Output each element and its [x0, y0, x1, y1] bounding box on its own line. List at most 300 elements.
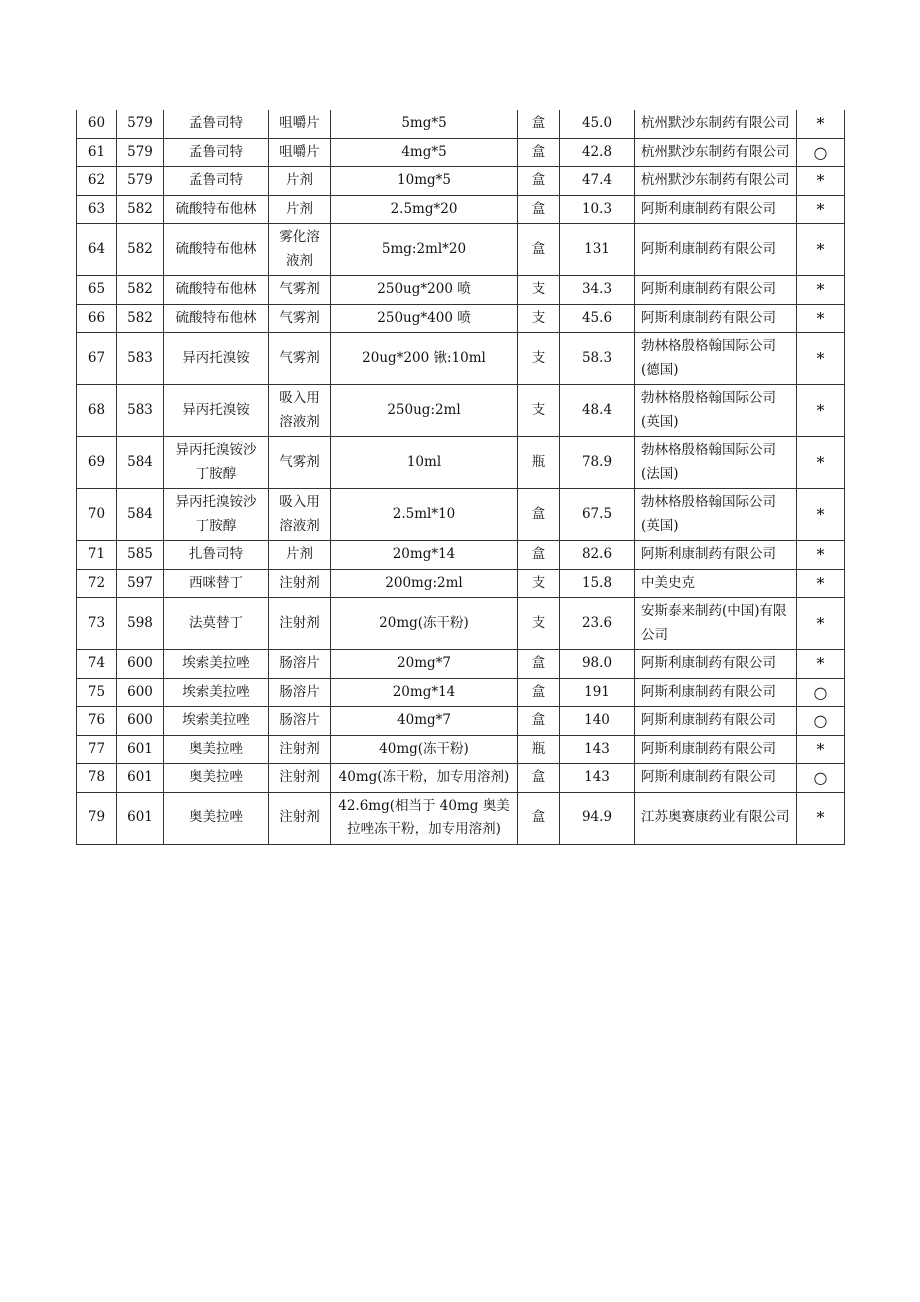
cell-text-name: 奥美拉唑	[189, 769, 243, 785]
cell-package-unit	[518, 437, 560, 489]
cell-package-unit	[518, 541, 560, 570]
table-row	[77, 110, 845, 138]
cell-price	[560, 110, 635, 138]
cell-text-spec: 10ml	[406, 453, 442, 470]
cell-text-code: 583	[127, 401, 153, 418]
cell-mark-symbol	[797, 489, 845, 541]
table-row	[77, 541, 845, 570]
cell-specification	[331, 792, 518, 844]
cell-serial-number	[77, 489, 117, 541]
cell-serial-number	[77, 541, 117, 570]
cell-text-form: 注射剂	[279, 614, 320, 631]
cell-serial-number	[77, 569, 117, 598]
cell-drug-name	[164, 276, 269, 305]
cell-mark-symbol	[797, 598, 845, 650]
cell-drug-code	[117, 569, 164, 598]
cell-text-mark: *	[816, 504, 825, 524]
cell-text-no: 79	[87, 809, 106, 826]
cell-text-no: 60	[87, 115, 106, 131]
cell-text-code: 582	[127, 240, 153, 257]
cell-drug-code	[117, 110, 164, 138]
cell-text-maker: 阿斯利康制药有限公司	[641, 740, 776, 757]
cell-text-name: 奥美拉唑	[189, 809, 243, 826]
cell-manufacturer	[635, 276, 797, 305]
cell-text-no: 75	[87, 683, 106, 700]
cell-text-no: 69	[87, 453, 106, 470]
cell-text-maker: 阿斯利康制药有限公司	[641, 240, 776, 257]
cell-text-form: 注射剂	[279, 809, 320, 826]
cell-dosage-form	[269, 195, 331, 224]
cell-text-unit: 支	[531, 401, 546, 418]
table-row	[77, 224, 845, 276]
cell-text-maker: 中美史克	[641, 574, 695, 591]
table-row	[77, 385, 845, 437]
cell-text-spec: 40mg*7	[397, 712, 451, 728]
cell-drug-name	[164, 195, 269, 224]
cell-serial-number	[77, 598, 117, 650]
cell-text-price: 143	[584, 769, 610, 785]
cell-dosage-form	[269, 385, 331, 437]
cell-package-unit	[518, 304, 560, 333]
cell-serial-number	[77, 224, 117, 276]
cell-text-name: 异丙托溴铵沙丁胺醇	[175, 442, 257, 482]
cell-text-spec: 20mg(冻干粉)	[379, 614, 469, 631]
cell-text-maker: 杭州默沙东制药有限公司	[641, 172, 790, 188]
cell-text-code: 579	[127, 143, 153, 160]
cell-drug-code	[117, 167, 164, 196]
cell-text-name: 奥美拉唑	[189, 740, 243, 757]
cell-text-form: 肠溶片	[279, 655, 320, 671]
cell-manufacturer	[635, 437, 797, 489]
cell-specification	[331, 707, 518, 736]
cell-text-unit: 支	[531, 309, 546, 326]
cell-drug-code	[117, 489, 164, 541]
cell-text-unit: 盒	[531, 769, 546, 785]
cell-specification	[331, 276, 518, 305]
cell-drug-name	[164, 764, 269, 793]
cell-manufacturer	[635, 650, 797, 679]
cell-text-no: 65	[87, 281, 106, 297]
cell-text-price: 15.8	[581, 574, 613, 591]
cell-text-code: 598	[127, 614, 153, 631]
cell-text-unit: 支	[531, 574, 546, 591]
drug-price-table-page	[76, 110, 844, 845]
cell-text-name: 西咪替丁	[189, 574, 243, 591]
cell-drug-name	[164, 735, 269, 764]
cell-text-spec: 2.5ml*10	[392, 505, 456, 522]
cell-dosage-form	[269, 224, 331, 276]
cell-text-code: 582	[127, 309, 153, 326]
cell-serial-number	[77, 167, 117, 196]
cell-specification	[331, 110, 518, 138]
cell-manufacturer	[635, 678, 797, 707]
cell-text-name: 硫酸特布他林	[175, 281, 257, 297]
cell-text-spec: 20mg*14	[392, 546, 456, 562]
cell-mark-symbol	[797, 195, 845, 224]
cell-drug-code	[117, 650, 164, 679]
cell-drug-code	[117, 304, 164, 333]
cell-drug-name	[164, 598, 269, 650]
cell-dosage-form	[269, 569, 331, 598]
cell-dosage-form	[269, 707, 331, 736]
cell-drug-name	[164, 541, 269, 570]
cell-manufacturer	[635, 138, 797, 167]
cell-drug-code	[117, 764, 164, 793]
cell-drug-name	[164, 707, 269, 736]
cell-specification	[331, 598, 518, 650]
table-row	[77, 707, 845, 736]
cell-text-mark: *	[816, 808, 825, 828]
cell-text-spec: 200mg:2ml	[385, 574, 463, 591]
cell-mark-symbol	[797, 138, 845, 167]
cell-text-price: 42.8	[581, 143, 613, 160]
cell-text-code: 600	[127, 683, 153, 700]
cell-price	[560, 224, 635, 276]
cell-text-maker: 杭州默沙东制药有限公司	[641, 115, 790, 131]
drug-price-table	[76, 110, 845, 845]
cell-text-mark: ○	[813, 711, 828, 730]
cell-text-no: 71	[87, 546, 106, 562]
cell-text-form: 片剂	[286, 172, 313, 188]
cell-dosage-form	[269, 792, 331, 844]
cell-serial-number	[77, 735, 117, 764]
cell-specification	[331, 569, 518, 598]
cell-specification	[331, 678, 518, 707]
table-row	[77, 735, 845, 764]
cell-text-price: 67.5	[581, 505, 613, 522]
cell-specification	[331, 764, 518, 793]
cell-price	[560, 764, 635, 793]
cell-package-unit	[518, 707, 560, 736]
cell-dosage-form	[269, 735, 331, 764]
cell-serial-number	[77, 792, 117, 844]
cell-serial-number	[77, 678, 117, 707]
cell-manufacturer	[635, 541, 797, 570]
cell-text-no: 62	[87, 172, 106, 188]
cell-text-unit: 盒	[531, 712, 546, 728]
cell-text-name: 异丙托溴铵	[182, 349, 250, 366]
cell-text-form: 吸入用溶液剂	[279, 390, 320, 430]
cell-text-mark: ○	[813, 768, 828, 787]
cell-text-spec: 20mg*7	[397, 655, 451, 671]
cell-text-maker: 安斯泰来制药(中国)有限公司	[641, 603, 787, 643]
cell-mark-symbol	[797, 276, 845, 305]
cell-text-spec: 2.5mg*20	[390, 200, 458, 217]
cell-text-name: 硫酸特布他林	[175, 200, 257, 217]
cell-drug-code	[117, 678, 164, 707]
cell-text-form: 片剂	[286, 200, 313, 217]
cell-drug-code	[117, 195, 164, 224]
cell-text-form: 注射剂	[279, 574, 320, 591]
cell-text-price: 45.0	[581, 115, 613, 131]
cell-dosage-form	[269, 650, 331, 679]
cell-text-name: 埃索美拉唑	[182, 655, 250, 671]
cell-text-spec: 20ug*200 锹:10ml	[362, 349, 486, 366]
cell-text-maker: 阿斯利康制药有限公司	[641, 200, 776, 217]
cell-drug-code	[117, 792, 164, 844]
cell-price	[560, 541, 635, 570]
cell-package-unit	[518, 333, 560, 385]
cell-specification	[331, 138, 518, 167]
cell-price	[560, 276, 635, 305]
cell-text-mark: *	[816, 545, 825, 564]
cell-specification	[331, 735, 518, 764]
cell-price	[560, 650, 635, 679]
cell-text-spec: 5mg*5	[401, 115, 447, 131]
cell-mark-symbol	[797, 224, 845, 276]
cell-drug-name	[164, 489, 269, 541]
cell-text-no: 67	[87, 349, 106, 366]
cell-text-no: 76	[87, 712, 106, 728]
cell-specification	[331, 195, 518, 224]
cell-serial-number	[77, 385, 117, 437]
cell-text-code: 585	[127, 546, 153, 562]
cell-text-form: 注射剂	[279, 769, 320, 785]
cell-text-no: 74	[87, 655, 106, 671]
cell-drug-name	[164, 138, 269, 167]
cell-text-name: 埃索美拉唑	[182, 712, 250, 728]
cell-text-maker: 勃林格殷格翰国际公司(英国)	[641, 390, 776, 430]
cell-text-price: 78.9	[581, 453, 613, 470]
cell-dosage-form	[269, 598, 331, 650]
cell-package-unit	[518, 598, 560, 650]
cell-text-price: 34.3	[581, 281, 613, 297]
cell-drug-name	[164, 224, 269, 276]
cell-specification	[331, 333, 518, 385]
cell-drug-code	[117, 224, 164, 276]
cell-price	[560, 707, 635, 736]
cell-manufacturer	[635, 792, 797, 844]
cell-package-unit	[518, 385, 560, 437]
cell-specification	[331, 304, 518, 333]
cell-drug-name	[164, 167, 269, 196]
cell-text-mark: *	[816, 654, 825, 673]
cell-drug-name	[164, 110, 269, 138]
cell-serial-number	[77, 650, 117, 679]
cell-drug-name	[164, 385, 269, 437]
cell-text-mark: ○	[813, 682, 828, 702]
cell-dosage-form	[269, 333, 331, 385]
cell-drug-code	[117, 437, 164, 489]
cell-text-unit: 瓶	[531, 740, 546, 757]
cell-text-maker: 阿斯利康制药有限公司	[641, 683, 776, 700]
cell-text-mark: *	[816, 308, 825, 328]
cell-manufacturer	[635, 764, 797, 793]
cell-text-mark: *	[816, 739, 825, 759]
cell-text-price: 45.6	[581, 309, 613, 326]
cell-text-spec: 250ug:2ml	[387, 401, 461, 418]
cell-package-unit	[518, 489, 560, 541]
cell-serial-number	[77, 707, 117, 736]
cell-text-code: 601	[127, 740, 153, 757]
cell-text-price: 47.4	[581, 172, 613, 188]
cell-text-code: 579	[127, 172, 153, 188]
cell-text-no: 72	[87, 574, 106, 591]
cell-text-maker: 阿斯利康制药有限公司	[641, 769, 776, 785]
table-row	[77, 304, 845, 333]
cell-text-code: 601	[127, 809, 153, 826]
cell-text-price: 10.3	[581, 200, 613, 217]
cell-drug-name	[164, 304, 269, 333]
cell-text-price: 143	[584, 740, 610, 757]
cell-package-unit	[518, 224, 560, 276]
cell-price	[560, 304, 635, 333]
cell-text-spec: 250ug*200 喷	[377, 281, 471, 297]
cell-dosage-form	[269, 304, 331, 333]
cell-manufacturer	[635, 333, 797, 385]
cell-price	[560, 678, 635, 707]
cell-specification	[331, 224, 518, 276]
cell-text-mark: *	[816, 114, 825, 133]
cell-text-spec: 20mg*14	[392, 683, 456, 700]
cell-drug-code	[117, 385, 164, 437]
cell-text-form: 注射剂	[279, 740, 320, 757]
cell-text-spec: 42.6mg(相当于 40mg 奥美拉唑冻干粉，加专用溶剂)	[338, 797, 510, 837]
cell-text-maker: 江苏奥赛康药业有限公司	[641, 809, 790, 826]
cell-text-no: 70	[87, 505, 106, 522]
cell-dosage-form	[269, 437, 331, 489]
cell-text-mark: *	[816, 199, 825, 219]
cell-mark-symbol	[797, 735, 845, 764]
cell-text-no: 64	[87, 240, 106, 257]
cell-text-code: 583	[127, 349, 153, 366]
cell-drug-code	[117, 598, 164, 650]
cell-price	[560, 195, 635, 224]
cell-text-maker: 阿斯利康制药有限公司	[641, 281, 776, 297]
cell-text-price: 82.6	[581, 546, 613, 562]
cell-drug-code	[117, 707, 164, 736]
cell-specification	[331, 385, 518, 437]
cell-dosage-form	[269, 541, 331, 570]
cell-drug-name	[164, 437, 269, 489]
table-body	[77, 110, 845, 844]
cell-text-maker: 杭州默沙东制药有限公司	[641, 143, 790, 160]
cell-package-unit	[518, 678, 560, 707]
cell-text-spec: 40mg(冻干粉，加专用溶剂)	[338, 769, 510, 785]
table-row	[77, 437, 845, 489]
cell-text-code: 579	[127, 115, 153, 131]
cell-text-maker: 勃林格殷格翰国际公司(德国)	[641, 338, 776, 378]
cell-manufacturer	[635, 569, 797, 598]
cell-price	[560, 489, 635, 541]
table-row	[77, 598, 845, 650]
cell-text-mark: ○	[813, 142, 828, 162]
cell-text-maker: 阿斯利康制药有限公司	[641, 309, 776, 326]
cell-text-maker: 勃林格殷格翰国际公司(英国)	[641, 494, 776, 534]
cell-mark-symbol	[797, 333, 845, 385]
cell-mark-symbol	[797, 437, 845, 489]
cell-manufacturer	[635, 195, 797, 224]
cell-price	[560, 598, 635, 650]
cell-text-code: 597	[127, 574, 153, 591]
cell-drug-code	[117, 541, 164, 570]
cell-text-mark: *	[816, 573, 825, 593]
cell-manufacturer	[635, 598, 797, 650]
table-row	[77, 764, 845, 793]
cell-text-unit: 盒	[531, 546, 546, 562]
cell-drug-name	[164, 569, 269, 598]
cell-price	[560, 138, 635, 167]
cell-text-name: 扎鲁司特	[189, 546, 243, 562]
cell-specification	[331, 650, 518, 679]
table-row	[77, 276, 845, 305]
cell-drug-name	[164, 333, 269, 385]
cell-text-no: 77	[87, 740, 106, 757]
cell-dosage-form	[269, 167, 331, 196]
cell-mark-symbol	[797, 792, 845, 844]
cell-dosage-form	[269, 138, 331, 167]
cell-text-name: 孟鲁司特	[189, 143, 243, 160]
cell-package-unit	[518, 650, 560, 679]
cell-text-mark: *	[816, 400, 825, 420]
cell-text-spec: 10mg*5	[397, 172, 451, 188]
cell-text-unit: 盒	[531, 655, 546, 671]
cell-price	[560, 437, 635, 489]
cell-text-mark: *	[816, 171, 825, 190]
cell-serial-number	[77, 304, 117, 333]
cell-manufacturer	[635, 735, 797, 764]
cell-text-name: 孟鲁司特	[189, 115, 243, 131]
cell-text-mark: *	[816, 348, 825, 368]
cell-manufacturer	[635, 489, 797, 541]
cell-text-form: 吸入用溶液剂	[279, 494, 320, 534]
cell-drug-code	[117, 138, 164, 167]
cell-text-no: 78	[87, 769, 106, 785]
cell-text-form: 咀嚼片	[279, 115, 320, 131]
cell-drug-name	[164, 650, 269, 679]
cell-text-name: 异丙托溴铵沙丁胺醇	[175, 494, 257, 534]
cell-manufacturer	[635, 707, 797, 736]
cell-text-unit: 盒	[531, 143, 546, 160]
cell-text-price: 94.9	[581, 809, 613, 826]
cell-price	[560, 569, 635, 598]
cell-price	[560, 735, 635, 764]
cell-serial-number	[77, 110, 117, 138]
table-row	[77, 678, 845, 707]
cell-text-unit: 盒	[531, 809, 546, 826]
cell-text-name: 埃索美拉唑	[182, 683, 250, 700]
cell-mark-symbol	[797, 707, 845, 736]
cell-text-code: 601	[127, 769, 153, 785]
cell-price	[560, 385, 635, 437]
cell-text-code: 600	[127, 712, 153, 728]
table-row	[77, 650, 845, 679]
cell-specification	[331, 167, 518, 196]
cell-serial-number	[77, 276, 117, 305]
cell-text-mark: *	[816, 452, 825, 472]
cell-serial-number	[77, 333, 117, 385]
table-row	[77, 167, 845, 196]
cell-text-price: 23.6	[581, 614, 613, 631]
cell-dosage-form	[269, 678, 331, 707]
table-row	[77, 333, 845, 385]
cell-mark-symbol	[797, 569, 845, 598]
cell-manufacturer	[635, 385, 797, 437]
cell-text-unit: 盒	[531, 240, 546, 257]
cell-text-no: 63	[87, 200, 106, 217]
cell-package-unit	[518, 569, 560, 598]
cell-text-code: 584	[127, 453, 153, 470]
cell-text-unit: 盒	[531, 200, 546, 217]
cell-text-code: 582	[127, 281, 153, 297]
cell-mark-symbol	[797, 304, 845, 333]
cell-text-unit: 盒	[531, 115, 546, 131]
cell-dosage-form	[269, 110, 331, 138]
cell-text-no: 73	[87, 614, 106, 631]
cell-text-price: 98.0	[581, 655, 613, 671]
cell-package-unit	[518, 110, 560, 138]
table-row	[77, 792, 845, 844]
